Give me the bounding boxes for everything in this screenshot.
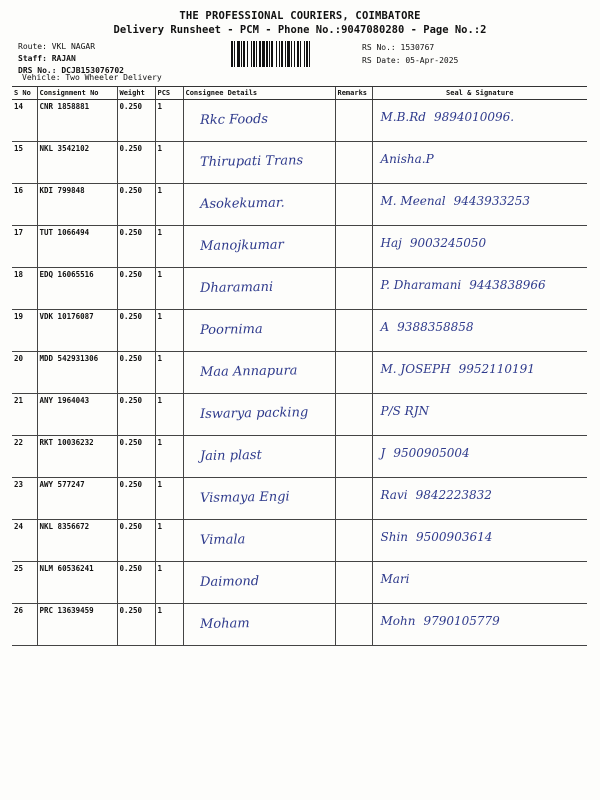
col-remarks: Remarks <box>335 87 372 100</box>
consignee-handwriting: Maa Annapura <box>199 363 298 381</box>
table-row <box>12 268 587 310</box>
row-weight: 0.250 <box>117 352 155 394</box>
row-sno: 24 <box>12 520 37 562</box>
row-consignee-cell <box>183 352 335 394</box>
row-signature-cell <box>372 184 587 226</box>
signature-name: J <box>380 446 386 460</box>
signature-handwriting <box>375 488 586 502</box>
consignee-handwriting: Moham <box>199 616 250 633</box>
row-weight: 0.250 <box>117 310 155 352</box>
row-signature-cell <box>372 310 587 352</box>
signature-phone: 9388358858 <box>397 320 474 334</box>
runsheet-table <box>12 86 587 646</box>
row-pcs: 1 <box>155 226 183 268</box>
row-pcs: 1 <box>155 184 183 226</box>
col-pcs: PCS <box>155 87 183 100</box>
row-consignee-cell <box>183 394 335 436</box>
row-signature-cell <box>372 352 587 394</box>
row-consignee-cell <box>183 604 335 646</box>
signature-handwriting <box>375 446 586 460</box>
row-weight: 0.250 <box>117 100 155 142</box>
row-pcs: 1 <box>155 436 183 478</box>
drs-number: DRS No.: DCJB153076702 <box>18 66 124 75</box>
company-title: THE PROFESSIONAL COURIERS, COIMBATORE <box>179 10 421 22</box>
signature-name: Anisha.P <box>380 152 434 166</box>
vehicle-text: Vehicle: Two Wheeler Delivery <box>22 73 162 82</box>
table-row <box>12 394 587 436</box>
signature-name: A <box>380 320 390 334</box>
consignee-handwriting: Daimond <box>199 574 259 591</box>
row-sno: 20 <box>12 352 37 394</box>
signature-handwriting <box>375 320 586 334</box>
row-remarks <box>335 562 372 604</box>
row-weight: 0.250 <box>117 478 155 520</box>
rs-info <box>362 41 458 67</box>
signature-phone: 9842223832 <box>415 488 492 502</box>
row-consignee-cell <box>183 268 335 310</box>
row-weight: 0.250 <box>117 520 155 562</box>
row-sno: 16 <box>12 184 37 226</box>
table-row <box>12 100 587 142</box>
signature-handwriting <box>375 152 586 166</box>
row-consignment-no: RKT 10036232 <box>37 436 117 478</box>
consignee-handwriting: Rkc Foods <box>199 111 268 129</box>
row-consignment-no: NKL 8356672 <box>37 520 117 562</box>
row-sno: 14 <box>12 100 37 142</box>
table-row <box>12 226 587 268</box>
row-consignment-no: PRC 13639459 <box>37 604 117 646</box>
signature-phone: 9500905004 <box>393 446 470 460</box>
table-row <box>12 436 587 478</box>
row-sno: 22 <box>12 436 37 478</box>
row-consignee-cell <box>183 142 335 184</box>
row-signature-cell <box>372 226 587 268</box>
signature-phone: 9443933253 <box>453 194 530 208</box>
signature-handwriting <box>375 614 586 628</box>
route-info <box>18 41 124 77</box>
row-weight: 0.250 <box>117 142 155 184</box>
row-remarks <box>335 310 372 352</box>
signature-name: M.B.Rd <box>380 110 426 124</box>
signature-handwriting <box>375 194 586 208</box>
row-weight: 0.250 <box>117 226 155 268</box>
col-seal: Seal & Signature <box>372 87 587 100</box>
signature-name: M. JOSEPH <box>380 362 451 376</box>
signature-phone: 9894010096. <box>433 110 515 124</box>
row-signature-cell <box>372 268 587 310</box>
row-pcs: 1 <box>155 100 183 142</box>
row-consignment-no: AWY 577247 <box>37 478 117 520</box>
row-consignee-cell <box>183 436 335 478</box>
signature-handwriting <box>375 236 586 250</box>
row-consignee-cell <box>183 520 335 562</box>
row-remarks <box>335 478 372 520</box>
col-weight: Weight <box>117 87 155 100</box>
row-pcs: 1 <box>155 520 183 562</box>
row-remarks <box>335 436 372 478</box>
signature-handwriting <box>375 362 586 376</box>
rs-date: RS Date: 05-Apr-2025 <box>362 56 459 65</box>
table-row <box>12 478 587 520</box>
consignee-handwriting: Iswarya packing <box>199 405 308 423</box>
row-signature-cell <box>372 436 587 478</box>
consignee-handwriting: Dharamani <box>199 279 273 297</box>
row-signature-cell <box>372 100 587 142</box>
signature-name: M. Meenal <box>380 194 446 208</box>
signature-name: Shin <box>380 530 409 544</box>
row-consignee-cell <box>183 184 335 226</box>
signature-phone: 9443838966 <box>469 278 546 292</box>
barcode-image <box>231 41 353 67</box>
row-pcs: 1 <box>155 394 183 436</box>
signature-handwriting <box>375 530 586 544</box>
consignee-handwriting: Poornima <box>199 321 263 339</box>
col-consignment: Consignment No <box>37 87 117 100</box>
row-consignee-cell <box>183 310 335 352</box>
row-sno: 21 <box>12 394 37 436</box>
table-header-row <box>12 87 587 100</box>
row-consignment-no: NKL 3542102 <box>37 142 117 184</box>
signature-phone: 9003245050 <box>409 236 487 250</box>
row-weight: 0.250 <box>117 268 155 310</box>
row-signature-cell <box>372 604 587 646</box>
row-consignment-no: NLM 60536241 <box>37 562 117 604</box>
row-pcs: 1 <box>155 352 183 394</box>
row-weight: 0.250 <box>117 562 155 604</box>
table-row <box>12 310 587 352</box>
row-sno: 17 <box>12 226 37 268</box>
row-weight: 0.250 <box>117 184 155 226</box>
table-row <box>12 142 587 184</box>
staff-text: Staff: RAJAN <box>18 54 76 63</box>
row-signature-cell <box>372 562 587 604</box>
row-remarks <box>335 268 372 310</box>
row-remarks <box>335 520 372 562</box>
row-consignee-cell <box>183 478 335 520</box>
row-pcs: 1 <box>155 142 183 184</box>
runsheet-header <box>0 10 600 36</box>
row-consignee-cell <box>183 100 335 142</box>
signature-phone: 9952110191 <box>458 362 535 376</box>
runsheet-subtitle: Delivery Runsheet - PCM - Phone No.:9047080280 - Page No.:2 <box>113 24 487 36</box>
table-row <box>12 562 587 604</box>
row-sno: 19 <box>12 310 37 352</box>
table-row <box>12 352 587 394</box>
row-pcs: 1 <box>155 310 183 352</box>
table-row <box>12 604 587 646</box>
row-consignment-no: TUT 1066494 <box>37 226 117 268</box>
row-sno: 26 <box>12 604 37 646</box>
signature-name: Haj <box>380 236 402 250</box>
signature-handwriting <box>375 572 586 586</box>
table-row <box>12 184 587 226</box>
consignee-handwriting: Asokekumar. <box>199 195 285 213</box>
row-consignment-no: MDD 542931306 <box>37 352 117 394</box>
row-pcs: 1 <box>155 562 183 604</box>
row-sno: 25 <box>12 562 37 604</box>
row-signature-cell <box>372 142 587 184</box>
row-pcs: 1 <box>155 604 183 646</box>
row-weight: 0.250 <box>117 394 155 436</box>
row-consignee-cell <box>183 226 335 268</box>
table-row <box>12 520 587 562</box>
signature-phone: 9500903614 <box>416 530 493 544</box>
row-remarks <box>335 142 372 184</box>
row-consignment-no: CNR 1858881 <box>37 100 117 142</box>
row-remarks <box>335 352 372 394</box>
row-consignment-no: EDQ 16065516 <box>37 268 117 310</box>
signature-name: P/S RJN <box>380 404 429 418</box>
row-pcs: 1 <box>155 268 183 310</box>
consignee-handwriting: Thirupati Trans <box>199 153 303 171</box>
row-signature-cell <box>372 394 587 436</box>
signature-handwriting <box>375 278 586 292</box>
consignee-handwriting: Vimala <box>199 532 245 549</box>
signature-name: P. Dharamani <box>380 278 462 292</box>
row-consignment-no: VDK 10176087 <box>37 310 117 352</box>
row-pcs: 1 <box>155 478 183 520</box>
signature-handwriting <box>375 404 586 418</box>
rs-number: RS No.: 1530767 <box>362 43 435 52</box>
row-remarks <box>335 226 372 268</box>
row-weight: 0.250 <box>117 604 155 646</box>
signature-handwriting <box>375 110 586 124</box>
row-remarks <box>335 394 372 436</box>
row-remarks <box>335 184 372 226</box>
row-consignment-no: KDI 799848 <box>37 184 117 226</box>
consignee-handwriting: Manojkumar <box>199 237 284 255</box>
row-weight: 0.250 <box>117 436 155 478</box>
row-sno: 23 <box>12 478 37 520</box>
row-consignee-cell <box>183 562 335 604</box>
signature-name: Mohn <box>380 614 416 628</box>
signature-phone: 9790105779 <box>423 614 500 628</box>
signature-name: Mari <box>380 572 410 586</box>
row-consignment-no: ANY 1964043 <box>37 394 117 436</box>
row-remarks <box>335 604 372 646</box>
row-signature-cell <box>372 478 587 520</box>
row-sno: 18 <box>12 268 37 310</box>
consignee-handwriting: Vismaya Engi <box>199 489 290 507</box>
signature-name: Ravi <box>380 488 408 502</box>
col-consignee: Consignee Details <box>183 87 335 100</box>
row-sno: 15 <box>12 142 37 184</box>
route-text: Route: VKL NAGAR <box>18 42 96 51</box>
row-signature-cell <box>372 520 587 562</box>
row-remarks <box>335 100 372 142</box>
consignee-handwriting: Jain plast <box>199 447 262 465</box>
col-sno: S No <box>12 87 37 100</box>
